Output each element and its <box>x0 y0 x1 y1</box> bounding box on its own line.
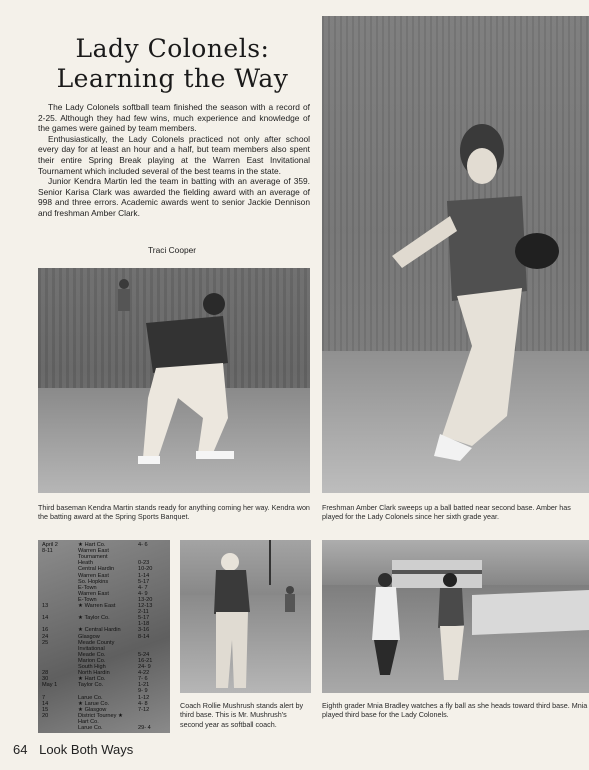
photo-mnia-bradley <box>322 540 589 693</box>
photo-amber-clark <box>322 16 589 493</box>
schedule-date: 20 <box>42 712 49 719</box>
schedule-date: 15 <box>42 706 49 713</box>
schedule-row <box>38 725 170 731</box>
schedule-date: 8-11 <box>42 548 53 555</box>
title-line-2: Learning the Way <box>56 64 289 93</box>
schedule-score: 10-20 <box>138 566 153 573</box>
schedule-score: 4- 9 <box>138 590 148 597</box>
schedule-score: 16-21 <box>138 657 153 664</box>
schedule-score: 8-14 <box>138 633 150 640</box>
article-body <box>38 102 310 219</box>
schedule-date: 14 <box>42 700 49 707</box>
schedule-score: 4- 6 <box>138 542 148 548</box>
schedule-opponent: Taylor Co. <box>78 682 104 689</box>
schedule-opponent: Larue Co. <box>78 725 103 731</box>
schedule-opponent: Meade County <box>78 639 115 646</box>
caption-kendra: Third baseman Kendra Martin stands ready for anything coming her way. Kendra won the batting award at the Spring Sports Banquet. <box>38 503 310 522</box>
coach-figure <box>180 540 311 693</box>
schedule-date: 30 <box>42 676 49 683</box>
byline: Traci Cooper <box>148 245 197 255</box>
schedule-score: 3-16 <box>138 627 150 634</box>
schedule-score: 12-13 <box>138 603 153 609</box>
schedule-score: 4- 7 <box>138 584 148 591</box>
schedule-opponent: Tournament <box>78 554 108 561</box>
schedule-opponent: So. Hopkins <box>78 578 109 585</box>
schedule-score: 1-14 <box>138 572 150 579</box>
article-title <box>40 34 305 94</box>
schedule-opponent: South High <box>78 664 106 670</box>
schedule-score: 13-20 <box>138 596 153 603</box>
schedule-opponent: ★ Warren East <box>78 603 116 609</box>
schedule-score: 4- 8 <box>138 700 148 707</box>
schedule-opponent: Hart Co. <box>78 718 99 725</box>
caption-amber: Freshman Amber Clark sweeps up a ball batted near second base. Amber has played for the Lady Colonels since her sixth grade year. <box>322 503 571 522</box>
caption-coach: Coach Rollie Mushrush stands alert by third base. This is Mr. Mushrush's second year as softball coach. <box>180 701 304 729</box>
schedule-date: 13 <box>42 603 49 609</box>
bleacher-scene <box>322 540 589 693</box>
schedule-score: 24- 9 <box>138 664 151 670</box>
schedule-opponent: Meade Co. <box>78 651 106 658</box>
schedule-opponent: E-Town <box>78 596 97 603</box>
schedule-score: 29- 4 <box>138 725 151 731</box>
schedule-score: 0-23 <box>138 560 150 567</box>
schedule-opponent: Warren East <box>78 572 109 579</box>
page-footer <box>13 742 133 757</box>
player-figure-amber <box>322 16 589 493</box>
schedule-opponent: District Tourney ★ <box>78 712 124 719</box>
schedule-score: 1-12 <box>138 694 150 701</box>
schedule-score: 1-21 <box>138 682 150 689</box>
season-schedule <box>38 540 170 733</box>
schedule-score: 5-17 <box>138 615 150 622</box>
section-title: Look Both Ways <box>39 742 134 757</box>
schedule-opponent: Marion Co. <box>78 657 106 664</box>
schedule-opponent: ★ Taylor Co. <box>78 615 110 622</box>
schedule-opponent: Glasgow <box>78 633 100 640</box>
schedule-date: 16 <box>42 627 49 634</box>
schedule-opponent: Warren East <box>78 548 109 555</box>
article-paragraph: The Lady Colonels softball team finished the season with a record of 2-25. Although they had few wins, much experience and knowledge of the games were gained by team members. <box>38 102 310 134</box>
schedule-opponent: ★ Hart Co. <box>78 542 106 548</box>
schedule-opponent: ★ Larue Co. <box>78 700 110 707</box>
schedule-opponent: Invitational <box>78 645 105 652</box>
article-paragraph: Junior Kendra Martin led the team in batting with an average of 359. Senior Karisa Clark was awarded the fielding award with an average of 998 and three errors. Academic awards went to senior Jackie Dennison and freshman Amber Clark. <box>38 176 310 218</box>
schedule-opponent: ★ Hart Co. <box>78 676 106 683</box>
title-line-1: Lady Colonels: <box>75 34 270 63</box>
schedule-score: 2-11 <box>138 609 149 616</box>
schedule-date: 7 <box>42 694 46 701</box>
schedule-score: 7-12 <box>138 706 150 713</box>
schedule-opponent: Larue Co. <box>78 694 103 701</box>
schedule-score: 7- 6 <box>138 676 148 683</box>
page-number: 64 <box>13 742 28 757</box>
photo-coach-mushrush <box>180 540 311 693</box>
photo-kendra-martin <box>38 268 310 493</box>
schedule-date: 14 <box>42 615 49 622</box>
schedule-score: 9- 9 <box>138 688 148 695</box>
schedule-date: May 1 <box>42 682 58 689</box>
schedule-date: 25 <box>42 639 49 646</box>
schedule-score: 1-18 <box>138 621 150 628</box>
schedule-opponent: E-Town <box>78 584 97 591</box>
schedule-opponent: Heath <box>78 560 93 567</box>
schedule-opponent: North Hardin <box>78 670 110 677</box>
schedule-opponent: ★ Glasgow <box>78 706 107 713</box>
schedule-opponent: Central Hardin <box>78 566 115 573</box>
article-paragraph: Enthusiastically, the Lady Colonels practiced not only after school every day for at least an hour and a half, but team members also spent their entire Spring Break playing at the Warren East Invitational Tournament which included several of the best teams in the state. <box>38 133 310 176</box>
schedule-opponent: Warren East <box>78 590 109 597</box>
schedule-score: 4-22 <box>138 670 150 677</box>
schedule-opponent: ★ Central Hardin <box>78 627 121 634</box>
schedule-score: 5-17 <box>138 578 150 585</box>
schedule-date: 28 <box>42 670 49 677</box>
schedule-date: April 2 <box>42 542 58 548</box>
schedule-date: 24 <box>42 633 49 640</box>
schedule-score: 5-24 <box>138 651 150 658</box>
player-figure-kendra <box>38 268 310 493</box>
caption-mnia: Eighth grader Mnia Bradley watches a fly ball as she heads toward third base. Mnia played third base for the Lady Colonels. <box>322 701 588 720</box>
